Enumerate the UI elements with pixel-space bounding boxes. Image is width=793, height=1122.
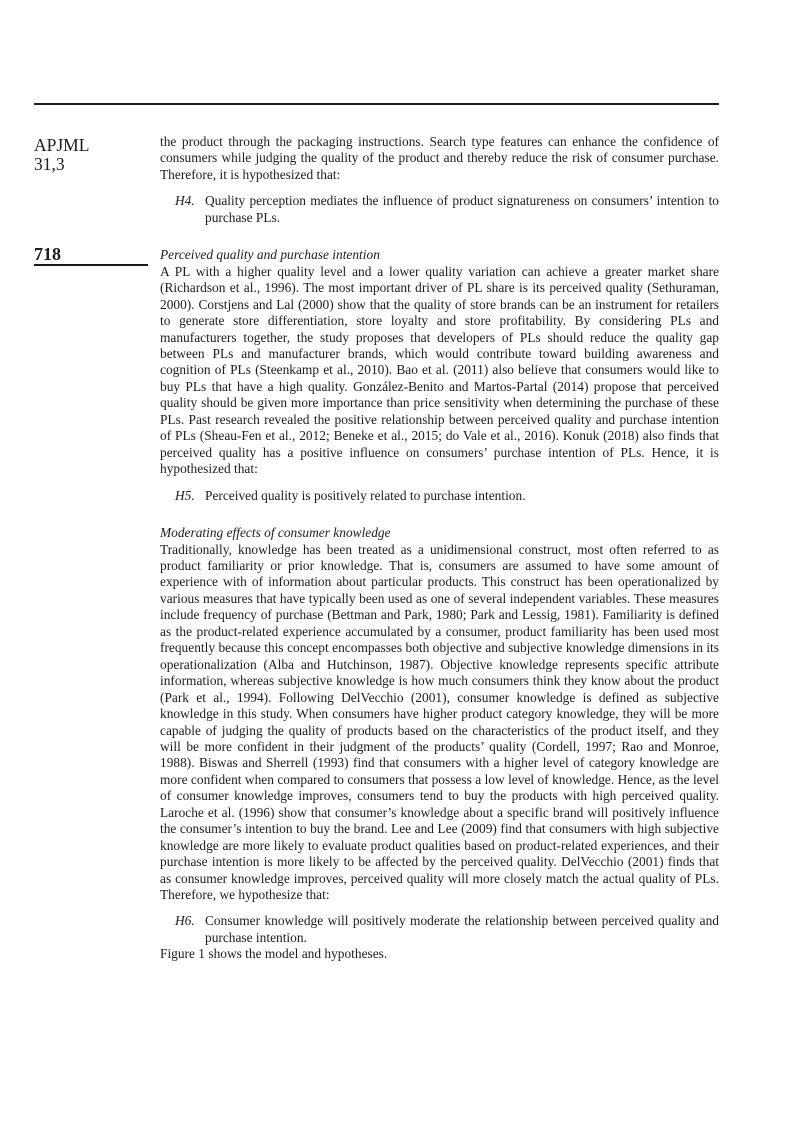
hypothesis-text: Quality perception mediates the influence of product signatureness on consumers’ intention to purchase PLs. bbox=[205, 193, 719, 225]
hypothesis-h5 bbox=[160, 488, 719, 504]
page-number: 718 bbox=[34, 244, 61, 264]
section-perceived-quality bbox=[160, 247, 719, 477]
hypothesis-label: H5. bbox=[175, 487, 195, 503]
hypothesis-label: H6. bbox=[175, 913, 195, 929]
hypothesis-label: H4. bbox=[175, 193, 195, 209]
section-heading: Moderating effects of consumer knowledge bbox=[160, 525, 391, 541]
section-paragraph: A PL with a higher quality level and a lower quality variation can achieve a greater market share (Richardson et al., 1996). The most important driver of PL share is its perceived quality (Sethuraman, 2000). Corstjens and Lal (2000) show that the quality of store brands can be an instrument for retailers to generate store differentiation, store loyalty and store profitability. By considering PLs and manufacturers together, the study proposes that developers of PLs should reduce the quality gap between PLs and manufacturer brands, which would contribute toward building awareness and cognition of PLs (Steenkamp et al., 2010). Bao et al. (2011) also believe that consumers would like to buy PLs that have a high quality. González-Benito and Martos-Partal (2014) propose that perceived quality should be given more importance than price sensitivity when determining the purchase of these PLs. Past research revealed the positive relationship between perceived quality and purchase intention of PLs (Sheau-Fen et al., 2012; Beneke et al., 2015; do Vale et al., 2016). Konuk (2018) also finds that perceived quality has a positive influence on consumers’ purchase intention of PLs. Hence, it is hypothesized that: bbox=[160, 263, 719, 477]
hypothesis-text: Perceived quality is positively related to purchase intention. bbox=[205, 487, 526, 503]
journal-volume: 31,3 bbox=[34, 154, 65, 174]
hypothesis-h6 bbox=[160, 913, 719, 946]
page-number-rule bbox=[34, 264, 148, 266]
section-consumer-knowledge bbox=[160, 525, 719, 903]
hypothesis-h4 bbox=[160, 193, 719, 226]
journal-info bbox=[34, 136, 89, 174]
hypothesis-text: Consumer knowledge will positively moderate the relationship between perceived quality and purchase intention. bbox=[205, 913, 719, 945]
intro-paragraph: the product through the packaging instructions. Search type features can enhance the confidence of consumers while judging the quality of the product and thereby reduce the risk of consumer purchase. Therefore, it is hypothesized that: bbox=[160, 134, 719, 182]
section-paragraph: Traditionally, knowledge has been treated as a unidimensional construct, most often referred to as product familiarity or prior knowledge. That is, consumers are assumed to have some amount of experience with of information about particular products. This construct has been operationalized by various measures that have typically been used as one of several independent variables. These measures include frequency of purchase (Bettman and Park, 1980; Park and Lessig, 1981). Familiarity is defined as the product-related experience accumulated by a consumer, product familiarity has been used most frequently because this concept encompasses both objective and subjective knowledge dimensions in its operationalization (Alba and Hutchinson, 1987). Objective knowledge represents specific attribute information, whereas subjective knowledge is how much consumers think they know about the product (Park et al., 1994). Following DelVecchio (2001), consumer knowledge is defined as subjective knowledge in this study. When consumers have higher product category knowledge, they will be more capable of judging the quality of products based on the characteristics of the product itself, and they will be more confident in their judgment of the products’ quality (Cordell, 1997; Rao and Monroe, 1988). Biswas and Sherrell (1993) find that consumers with a higher level of category knowledge are more confident when compared to consumers that possess a low level of knowledge. Hence, as the level of consumer knowledge improves, consumers tend to buy the products with high perceived quality. Laroche et al. (1996) show that consumer’s knowledge about a specific brand will positively influence the consumer’s intention to buy the brand. Lee and Lee (2009) find that consumers with high subjective knowledge are more likely to evaluate product qualities based on product-related experiences, and their purchase intention is more likely to be affected by the perceived quality. DelVecchio (2001) finds that as consumer knowledge improves, perceived quality will more closely match the actual quality of PLs. Therefore, we hypothesize that: bbox=[160, 541, 719, 903]
header-rule bbox=[34, 103, 719, 105]
closing-paragraph: Figure 1 shows the model and hypotheses. bbox=[160, 946, 388, 962]
journal-abbrev: APJML bbox=[34, 135, 90, 155]
article-body bbox=[160, 134, 719, 963]
section-heading: Perceived quality and purchase intention bbox=[160, 247, 380, 263]
